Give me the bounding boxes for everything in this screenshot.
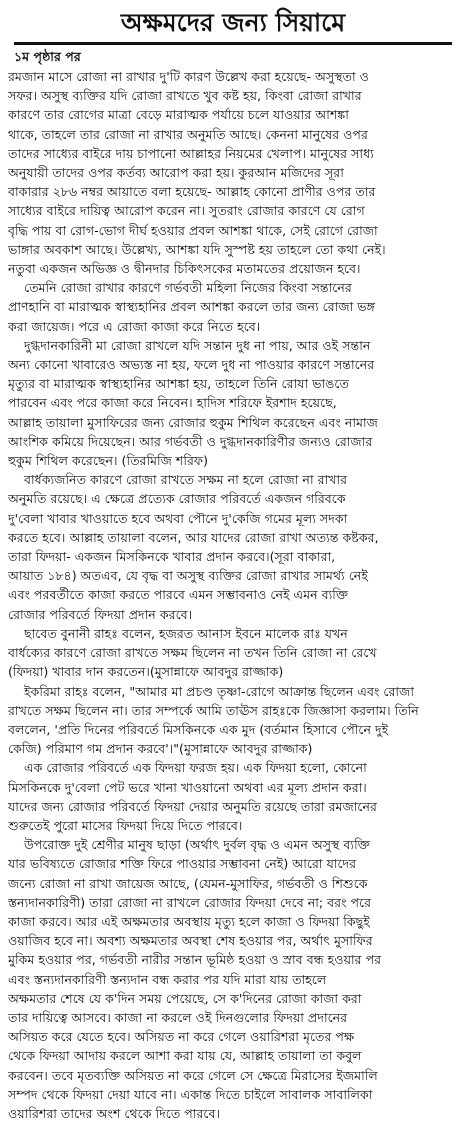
text-line: প্রাণহানি বা মারাত্মক স্বাস্থ্যহানির প্রবল আশঙ্কা করলে তার জন্য রোজা ভঙ্গ (8, 299, 375, 315)
text-line: যার ভবিষ্যতে রোজার শক্তি ফিরে পাওয়ার সম্ভাবনা নেই) আরো যাদের (8, 856, 357, 872)
text-line: তেমনি রোজা রাখার কারণে গর্ভবতী মহিলা নিজের কিংবা সন্তানের (24, 280, 352, 296)
text-line: এক রোজার পরিবর্তে এক ফিদয়া ফরজ হয়। এক ফিদয়া হলো, কোনো (24, 760, 367, 776)
text-line: রোজার পরিবর্তে ফিদয়া প্রদান করবে। (8, 606, 193, 622)
text-line: রমজান মাসে রোজা না রাখার দু'টি কারণ উল্লেখ করা হয়েছে- অসুস্থতা ও (8, 69, 369, 84)
text-line: ভাঙ্গার অবকাশ আছে। উল্লেখ্য, আশঙ্কা যদি সুস্পষ্ট হয় তাহলে তো কথা নেই। (8, 241, 386, 257)
text-line: মিসকিনকে দু'বেলা পেট ভরে খানা খাওয়ানো অথবা এর মূল্য প্রদান করা। (8, 779, 367, 795)
text-line: মৃত্যুর বা মারাত্মক স্বাস্থ্যহানির আশঙ্কা হয়, তাহলে তিনি রোযা ভাঙতে (8, 376, 349, 392)
article-page (0, 4, 466, 1121)
text-line: এবং স্তন্যদানকারিণী স্তন্যদান বন্ধ করার পর যদি মারা যায় তাহলে (8, 971, 327, 987)
text-line: কাজা করবে। আর এই অক্ষমতার অবস্থায় মৃত্যু হলে কাজা ও ফিদয়া কিছুই (8, 913, 370, 929)
text-line: বাকারার ২৮৬ নম্বর আয়াতে বলা হয়েছে- আল্লাহ কোনো প্রাণীর ওপর তার (8, 184, 376, 200)
text-line: তার দায়িত্বে আসবে। কাজা না করলে ওই দিনগুলোর ফিদয়া প্রদানের (8, 1009, 348, 1025)
text-line: ওয়াজিব হবে না। অবশ্য অক্ষমতার অবস্থা শেষ হওয়ার পর, অর্থাৎ মুসাফির (8, 933, 373, 949)
text-line: বললেন, 'প্রতি দিনের পরিবর্তে মিসকিনকে এক মুদ (বর্তমান হিসাবে পৌনে দুই (8, 721, 389, 737)
article-body (8, 67, 458, 1123)
text-line: নতুবা একজন অভিজ্ঞ ও দ্বীনদার চিকিৎসকের মতামতের প্রয়োজন হবে। (8, 261, 361, 277)
text-line: অনুযায়ী তাদের ওপর কর্তব্য আরোপ করা হয়। কুরআন মজিদের সূরা (8, 165, 344, 181)
text-line: কেজি) পরিমাণ গম প্রদান করবে'।"(মুসান্নাফে আবদুর রাজ্জাক) (8, 741, 313, 757)
text-line: করবেন। তবে মৃতব্যক্তি অসিয়ত না করে গেলে সে ক্ষেত্রে মিরাসের ইজমালি (8, 1067, 378, 1083)
text-line: তাদের সাধ্যের বাইরে দায় চাপানো আল্লাহর নিয়মের খেলাপ। মানুষের সাধ্য (8, 145, 374, 161)
text-line: মুকিম হওয়ার পর, গর্ভবতী নারীর সন্তান ভূমিষ্ঠ হওয়া ও স্রাব বন্ধ হওয়ার পর (8, 952, 382, 968)
headline-box (14, 4, 452, 45)
continued-from-label: ১ম পৃষ্ঠার পর (14, 49, 81, 64)
text-line: রাখতে সক্ষম ছিলেন না। তার সম্পর্কে আমি তাঊস রাহঃকে জিজ্ঞাসা করলাম। তিনি (8, 702, 419, 718)
text-line: থাকে, তাহলে তার রোজা না রাখার অনুমতি আছে। কেননা মানুষের ওপর (8, 126, 368, 142)
text-line: বার্ধক্যজনিত কারণে রোজা রাখতে সক্ষম না হলে রোজা না রাখার (24, 472, 348, 488)
text-line: এবং পরবর্তীতে কাজা করতে পারবে এমন সম্ভাবনাও নেই এমন ব্যক্তি (8, 587, 349, 603)
text-line: জন্যে রোজা না রাখা জায়েজ আছে, (যেমন-মুসাফির, গর্ভবতী ও শিশুকে (8, 875, 368, 891)
text-line: সফর। অসুস্থ ব্যক্তির যদি রোজা রাখতে খুব কষ্ট হয়, কিংবা রোজা রাখার (8, 88, 362, 104)
text-line: সাধ্যের বাইরে দায়িত্ব আরোপ করেন না। সুতরাং রোজার কারণে যে রোগ (8, 203, 365, 219)
text-line: উপরোক্ত দুই শ্রেণীর মানুষ ছাড়া (অর্থাৎ দুর্বল বৃদ্ধ ও এমন অসুস্থ ব্যক্তি (24, 837, 370, 853)
text-line: করা জায়েজ। পরে এ রোজা কাজা করে নিতে হবে। (8, 318, 261, 334)
text-line: হুকুম শিথিল করেছেন। (তিরমিজি শরিফ) (8, 453, 209, 469)
text-line: ছাবেত বুনানী রাহঃ বলেন, হজরত আনাস ইবনে মালেক রাঃ যখন (24, 625, 348, 641)
text-line: করতে হবে। আল্লাহ তায়ালা বলেন, আর যাদের রোজা রাখা অত্যন্ত কষ্টকর, (8, 529, 379, 545)
text-line: আয়াত ১৮৪) অতএব, যে বৃদ্ধ বা অসুস্থ ব্যক্তির রোজা রাখার সামর্থ্য নেই (8, 568, 368, 584)
text-line: দুগ্ধদানকারিনী মা রোজা রাখলে যদি সন্তান দুধ না পায়, আর ওই সন্তান (24, 337, 371, 353)
text-line: স্তন্যদানকারিণী) তারা রোজা না রাখলে রোজার ফিদয়া দেবে না; বরং পরে (8, 894, 372, 910)
text-line: অসিয়ত করে যেতে হবে। অসিয়ত না করে গেলে ওয়ারিশরা মৃতের পক্ষ (8, 1029, 355, 1045)
text-line: কারণে তার রোগের মাত্রা বেড়ে মারাত্মক পর্যায়ে চলে যাওয়ার আশঙ্কা (8, 107, 349, 123)
text-line: (ফিদয়া) খাবার দান করতেন।(মুসান্নাফে আবদুর রাজ্জাক) (8, 664, 284, 680)
text-line: অনুমতি রয়েছে। এ ক্ষেত্রে প্রত্যেক রোজার পরিবর্তে একজন গরিবকে (8, 491, 346, 507)
text-line: দু'বেলা খাবার খাওয়াতে হবে অথবা পৌনে দু'কেজি গমের মূল্য সদকা (8, 510, 348, 526)
text-line: আংশিক কমিয়ে দিয়েছেন। আর গর্ভবতী ও দুগ্ধদানকারিণীর জন্যও রোজার (8, 433, 373, 449)
text-line: অক্ষমতার শেষে যে ক'দিন সময় পেয়েছে, সে ক'দিনের রোজা কাজা করা (8, 990, 362, 1006)
text-line: ইকরিমা রাহঃ বলেন, "আমার মা প্রচণ্ড তৃষ্ণা-রোগে আক্রান্ত ছিলেন এবং রোজা (24, 683, 414, 699)
text-line: শুরুতেই পুরো মাসের ফিদয়া দিয়ে দিতে পারবে। (8, 817, 243, 833)
text-line: যাদের জন্য রোজার পরিবর্তে ফিদয়া দেয়ার অনুমতি রয়েছে তারা রমজানের (8, 798, 377, 814)
text-line: ওয়ারিশরা তাদের অংশ থেকে দিতে পারবে। (8, 1105, 220, 1121)
text-line: পারবেন এবং পরে কাজা করে নিবেন। হাদিস শরিফে ইরশাদ হয়েছে, (8, 395, 337, 411)
text-line: অন্য কোনো খাবারেও অভ্যস্ত না হয়, ফলে দুধ না পাওয়ার কারণে সন্তানের (8, 357, 375, 373)
headline: অক্ষমদের জন্য সিয়ামে (120, 8, 346, 37)
text-line: থেকে ফিদয়া আদায় করলে আশা করা যায় যে, আল্লাহ তায়ালা তা কবুল (8, 1048, 362, 1064)
text-line: বার্ধক্যের কারণে রোজা রাখতে সক্ষম ছিলেন না তখন তিনি রোজা না রেখে (8, 645, 377, 661)
text-line: বৃদ্ধি পায় বা রোগ-ভোগ দীর্ঘ হওয়ার প্রবল আশঙ্কা থাকে, সেই রোগে রোজা (8, 222, 378, 238)
text-line: আল্লাহ তায়ালা মুসাফিরের জন্য রোজার হুকুম শিথিল করেছেন এবং নামাজ (8, 414, 378, 430)
text-line: সম্পদ থেকে ফিদয়া দেয়া যাবে না। একান্ত দিতে চাইলে সাবালক সাবালিকা (8, 1086, 373, 1102)
text-line: তারা ফিদয়া- একজন মিসকিনকে খাবার প্রদান করবে।(সূরা বাকারা, (8, 549, 336, 565)
